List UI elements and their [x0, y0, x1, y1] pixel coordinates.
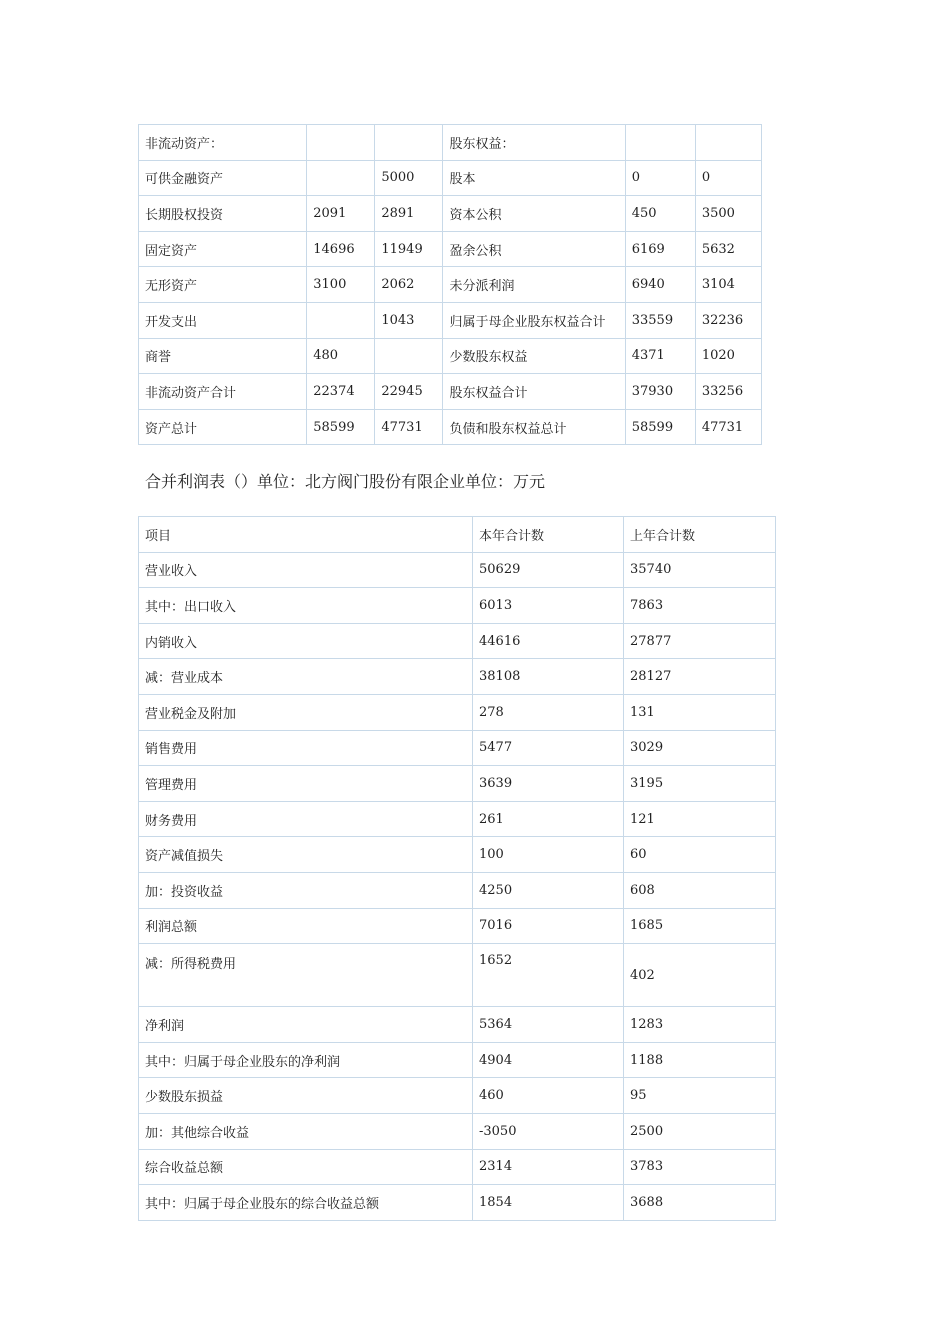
income-cell-previous: 3783: [624, 1149, 776, 1185]
balance-cell-right-v2: 32236: [695, 302, 761, 338]
income-cell-current: 4904: [473, 1042, 624, 1078]
balance-cell-left-label: 非流动资产：: [139, 125, 307, 161]
income-cell-item: 加：投资收益: [139, 872, 473, 908]
balance-cell-right-label: 归属于母企业股东权益合计: [443, 302, 625, 338]
balance-row: [139, 196, 762, 232]
income-cell-current: 1854: [473, 1185, 624, 1221]
income-cell-previous: 95: [624, 1078, 776, 1114]
income-row: [139, 1078, 776, 1114]
balance-row: [139, 267, 762, 303]
balance-cell-left-v2: 2062: [375, 267, 443, 303]
balance-cell-right-v1: 6169: [625, 231, 695, 267]
income-row: [139, 623, 776, 659]
balance-row: [139, 302, 762, 338]
income-row: [139, 944, 776, 1007]
balance-row: [139, 409, 762, 445]
balance-cell-right-label: 股东权益：: [443, 125, 625, 161]
balance-cell-left-label: 商誉: [139, 338, 307, 374]
income-cell-item: 管理费用: [139, 766, 473, 802]
balance-cell-right-v2: [695, 125, 761, 161]
income-row: [139, 872, 776, 908]
income-statement-title: 合并利润表（）单位：北方阀门股份有限企业单位：万元: [145, 472, 546, 491]
balance-cell-right-label: 少数股东权益: [443, 338, 625, 374]
income-row: [139, 908, 776, 944]
balance-cell-left-v1: [307, 302, 375, 338]
income-cell-previous: 3029: [624, 730, 776, 766]
balance-cell-right-v1: 37930: [625, 374, 695, 410]
income-cell-item: 净利润: [139, 1007, 473, 1043]
income-row: [139, 1185, 776, 1221]
income-cell-current: 1652: [473, 944, 624, 1007]
income-cell-item: 综合收益总额: [139, 1149, 473, 1185]
balance-cell-left-v2: 2891: [375, 196, 443, 232]
income-cell-current: 100: [473, 837, 624, 873]
income-cell-current: -3050: [473, 1113, 624, 1149]
income-statement-table: [138, 516, 776, 1221]
balance-cell-right-v2: 5632: [695, 231, 761, 267]
income-cell-previous: 27877: [624, 623, 776, 659]
income-cell-item: 少数股东损益: [139, 1078, 473, 1114]
income-row: [139, 730, 776, 766]
balance-cell-right-v1: [625, 125, 695, 161]
income-cell-previous: 1283: [624, 1007, 776, 1043]
balance-cell-right-v2: 33256: [695, 374, 761, 410]
balance-cell-left-v2: 11949: [375, 231, 443, 267]
balance-cell-right-label: 负债和股东权益总计: [443, 409, 625, 445]
income-row: [139, 552, 776, 588]
income-cell-item: 减：所得税费用: [139, 944, 473, 1007]
income-row: [139, 1042, 776, 1078]
income-cell-item: 利润总额: [139, 908, 473, 944]
balance-cell-right-v2: 3104: [695, 267, 761, 303]
balance-cell-left-v2: 22945: [375, 374, 443, 410]
income-cell-current: 4250: [473, 872, 624, 908]
balance-cell-left-v1: 3100: [307, 267, 375, 303]
balance-row: [139, 231, 762, 267]
balance-cell-right-v1: 4371: [625, 338, 695, 374]
income-cell-current: 5364: [473, 1007, 624, 1043]
header-previous: 上年合计数: [624, 517, 776, 553]
income-cell-item: 其中：归属于母企业股东的综合收益总额: [139, 1185, 473, 1221]
balance-cell-left-v2: [375, 338, 443, 374]
balance-cell-left-v1: [307, 160, 375, 196]
income-cell-current: 6013: [473, 588, 624, 624]
balance-cell-left-label: 资产总计: [139, 409, 307, 445]
income-cell-previous: 121: [624, 801, 776, 837]
income-cell-current: 38108: [473, 659, 624, 695]
balance-row: [139, 374, 762, 410]
balance-cell-left-v2: 1043: [375, 302, 443, 338]
balance-cell-left-v1: 58599: [307, 409, 375, 445]
balance-row: [139, 160, 762, 196]
balance-cell-right-v1: 6940: [625, 267, 695, 303]
balance-cell-right-v2: 0: [695, 160, 761, 196]
income-cell-previous: 402: [624, 944, 776, 1007]
income-row: [139, 837, 776, 873]
header-current: 本年合计数: [473, 517, 624, 553]
balance-sheet-table: [138, 124, 762, 445]
income-cell-item: 资产减值损失: [139, 837, 473, 873]
balance-row: [139, 125, 762, 161]
income-cell-previous: 3195: [624, 766, 776, 802]
income-cell-previous: 35740: [624, 552, 776, 588]
income-row: [139, 1113, 776, 1149]
income-cell-current: 278: [473, 694, 624, 730]
income-cell-current: 50629: [473, 552, 624, 588]
income-cell-previous: 1685: [624, 908, 776, 944]
balance-cell-left-v1: 14696: [307, 231, 375, 267]
balance-cell-left-label: 无形资产: [139, 267, 307, 303]
income-cell-current: 7016: [473, 908, 624, 944]
balance-cell-left-v1: [307, 125, 375, 161]
balance-cell-right-v1: 450: [625, 196, 695, 232]
balance-cell-right-v1: 58599: [625, 409, 695, 445]
balance-cell-left-v2: 47731: [375, 409, 443, 445]
income-cell-previous: 2500: [624, 1113, 776, 1149]
balance-cell-right-v1: 33559: [625, 302, 695, 338]
balance-cell-right-v2: 47731: [695, 409, 761, 445]
balance-cell-left-label: 非流动资产合计: [139, 374, 307, 410]
balance-cell-left-v1: 22374: [307, 374, 375, 410]
balance-cell-left-label: 固定资产: [139, 231, 307, 267]
income-cell-previous: 1188: [624, 1042, 776, 1078]
balance-cell-left-v1: 480: [307, 338, 375, 374]
income-row: [139, 588, 776, 624]
balance-cell-right-v1: 0: [625, 160, 695, 196]
income-row: [139, 1149, 776, 1185]
income-cell-item: 销售费用: [139, 730, 473, 766]
income-cell-item: 营业收入: [139, 552, 473, 588]
income-cell-previous: 608: [624, 872, 776, 908]
balance-cell-right-label: 股东权益合计: [443, 374, 625, 410]
income-cell-previous: 7863: [624, 588, 776, 624]
balance-cell-left-v1: 2091: [307, 196, 375, 232]
income-cell-current: 261: [473, 801, 624, 837]
income-cell-item: 营业税金及附加: [139, 694, 473, 730]
balance-cell-right-v2: 1020: [695, 338, 761, 374]
balance-cell-right-label: 股本: [443, 160, 625, 196]
income-cell-previous: 28127: [624, 659, 776, 695]
income-row: [139, 694, 776, 730]
income-cell-current: 460: [473, 1078, 624, 1114]
balance-cell-left-v2: 5000: [375, 160, 443, 196]
balance-cell-right-label: 资本公积: [443, 196, 625, 232]
balance-cell-right-label: 未分派利润: [443, 267, 625, 303]
balance-cell-left-v2: [375, 125, 443, 161]
income-row: [139, 659, 776, 695]
income-row: [139, 766, 776, 802]
income-cell-item: 其中：出口收入: [139, 588, 473, 624]
income-cell-item: 财务费用: [139, 801, 473, 837]
balance-row: [139, 338, 762, 374]
header-item: 项目: [139, 517, 473, 553]
balance-cell-left-label: 长期股权投资: [139, 196, 307, 232]
income-row: [139, 801, 776, 837]
income-cell-previous: 3688: [624, 1185, 776, 1221]
balance-cell-right-label: 盈余公积: [443, 231, 625, 267]
income-cell-previous: 60: [624, 837, 776, 873]
income-cell-item: 加：其他综合收益: [139, 1113, 473, 1149]
income-cell-item: 减：营业成本: [139, 659, 473, 695]
income-cell-current: 3639: [473, 766, 624, 802]
income-cell-previous: 131: [624, 694, 776, 730]
balance-cell-right-v2: 3500: [695, 196, 761, 232]
income-cell-current: 2314: [473, 1149, 624, 1185]
income-cell-item: 内销收入: [139, 623, 473, 659]
income-header-row: [139, 517, 776, 553]
balance-cell-left-label: 可供金融资产: [139, 160, 307, 196]
income-cell-current: 44616: [473, 623, 624, 659]
income-cell-item: 其中：归属于母企业股东的净利润: [139, 1042, 473, 1078]
income-row: [139, 1007, 776, 1043]
balance-cell-left-label: 开发支出: [139, 302, 307, 338]
income-cell-current: 5477: [473, 730, 624, 766]
